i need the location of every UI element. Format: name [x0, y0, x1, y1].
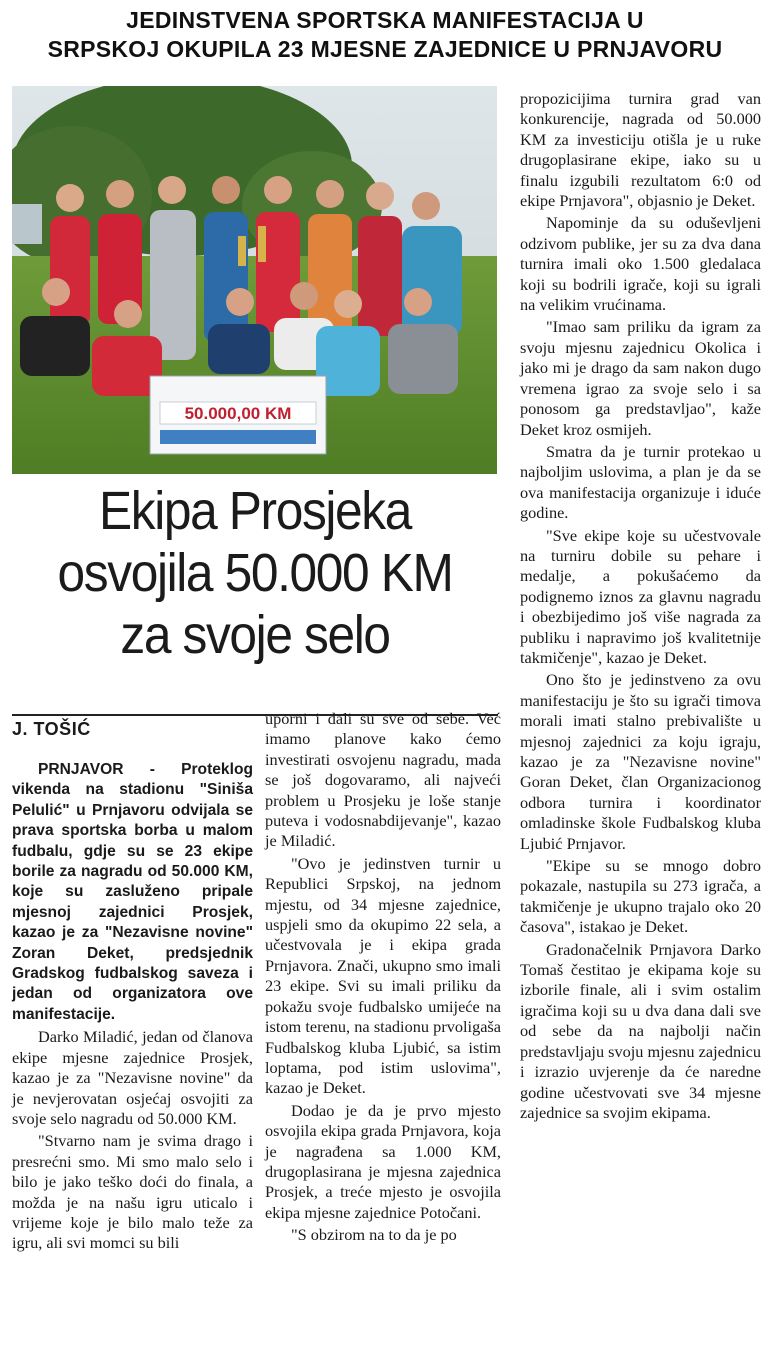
paragraph: "S obzirom na to da je po	[291, 1225, 457, 1245]
paragraph: Napominje da su oduševljeni odzivom publike, jer su za dva dana turnira imali oko 1.500 gledalaca koji su bodrili igrače, koji su igrali na velikim vrućinama.	[520, 213, 761, 315]
team-photo	[12, 86, 497, 474]
column-3	[520, 89, 761, 1123]
headline-line-3: za svoje selo	[120, 605, 390, 665]
paragraph: propozicijima turnira grad van konkurencije, nagrada od 50.000 KM za investiciju otišla je u ruke drugoplasirane ekipe, iako su u finalu izgubili rezultatom 6:0 od ekipe Prnjavora", objasnio je Deket.	[520, 89, 761, 211]
paragraph: uporni i dali su sve od sebe. Već imamo planove kako ćemo investirati osvojenu nagradu, mada se još dogovaramo, ali najveći problem u Prosjeku je loše stanje puteva i vodosnabdijevanje", kazao je Miladić.	[265, 709, 501, 851]
paragraph: "Stvarno nam je svima drago i presrećni smo. Mi smo malo selo i bilo je jako teško doći do finala, a možda je na našu igru uticalo i vrijeme koje je bilo malo teže za igru, ali svi momci su bili	[12, 1131, 253, 1253]
column-2	[265, 709, 501, 1246]
paragraph: "Ekipe su se mnogo dobro pokazale, nastupila su 273 igrača, a takmičenje je ukupno trajalo oko 20 časova", istakao je Deket.	[520, 856, 761, 937]
headline-line-1: Ekipa Prosjeka	[98, 481, 412, 541]
lead-paragraph	[12, 760, 253, 1025]
paragraph: Ono što je jedinstveno za ovu manifestaciju je što su igrači timova morali imati stalno prebivalište u mjesnoj zajednici za koju igraju, kazao je za "Nezavisne novine" Goran Deket, član Organizacionog odbora turnira i koordinator omladinske škole Fudbalskog kluba Ljubić Prnjavor.	[520, 670, 761, 853]
paragraph: Dodao je da je prvo mjesto osvojila ekipa grada Prnjavora, koja je nagrađena sa 1.000 KM, drugoplasirana je mjesna zajednica Prosjek, a treće mjesto je osvojila ekipa mjesne zajednice Potočani.	[265, 1100, 501, 1222]
check-amount: 50.000,00 KM	[184, 404, 292, 423]
column-1	[12, 760, 253, 1254]
byline: J. TOŠIĆ	[12, 719, 91, 739]
article-kicker	[0, 6, 770, 64]
kicker-line-1: JEDINSTVENA SPORTSKA MANIFESTACIJA U	[126, 7, 644, 33]
paragraph: "Ovo je jedinstven turnir u Republici Srpskoj, na jednom mjestu, od 34 mjesne zajednice, uspjeli smo da okupimo 22 sela, a učestvovala je i ekipa grada Prnjavora. Znači, ukupno smo imali 23 ekipe. Svi su imali priliku da pokažu svoje fudbalsko umijeće na istom terenu, na stadionu prvoligaša Fudbalskog kluba Ljubić, sa istim loptama, pod istim uslovima", kazao je Deket.	[265, 853, 501, 1098]
paragraph: "Sve ekipe koje su učestvovale na turniru dobile su pehare i medalje, a pokušaćemo da podignemo iznos za glavnu nagradu i obezbijedimo još više nagrada za publiku i napravimo još kvalitetnije takmičenje", kazao je Deket.	[520, 525, 761, 667]
paragraph: "Imao sam priliku da igram za svoju mjesnu zajednicu Okolica i jako mi je drago da sam nakon dugo vremena igrao za svoje selo i sa ponosom ga predstavljao", kaže Deket kroz osmijeh.	[520, 317, 761, 439]
paragraph: Darko Miladić, jedan od članova ekipe mjesne zajednice Prosjek, kazao je za "Nezavisne novine" da je nevjerovatan osjećaj osvojiti za svoje selo nagradu od 50.000 KM.	[12, 1027, 253, 1128]
paragraph: Smatra da je turnir protekao u najboljim uslovima, a plan je da se ova manifestacija organizuje i iduće godine.	[520, 441, 761, 523]
prize-check	[150, 376, 326, 454]
lead-text: - Proteklog vikenda na stadionu "Siniša Pelulić" u Prnjavoru odvijala se prava sportska borba u malom fudbalu, gdje su se 23 ekipe borile za nagradu od 50.000 KM, koje su zasluženo pripale mjesnoj zajednici Prosjek, kazao je za "Nezavisne novine" Zoran Deket, predsjednik Gradskog fudbalskog saveza i jedan od organizatora ove manifestacije.	[12, 761, 253, 1023]
headline-line-2: osvojila 50.000 KM	[57, 543, 453, 603]
paragraph: Gradonačelnik Prnjavora Darko Tomaš čestitao je ekipama koje su izborile finale, ali i svim ostalim igračima koji su u dva dana dali sve od sebe da na najbolji način predstavljaju svoju mjesnu zajednicu i izrazio uvjerenje da će naredne godine učestvovati sve 34 mjesne zajednice sa svojim ekipama.	[520, 939, 761, 1122]
kicker-line-2: SRPSKOJ OKUPILA 23 MJESNE ZAJEDNICE U PRNJAVORU	[47, 36, 723, 62]
dateline: PRNJAVOR	[38, 761, 124, 778]
article-headline	[31, 480, 478, 666]
